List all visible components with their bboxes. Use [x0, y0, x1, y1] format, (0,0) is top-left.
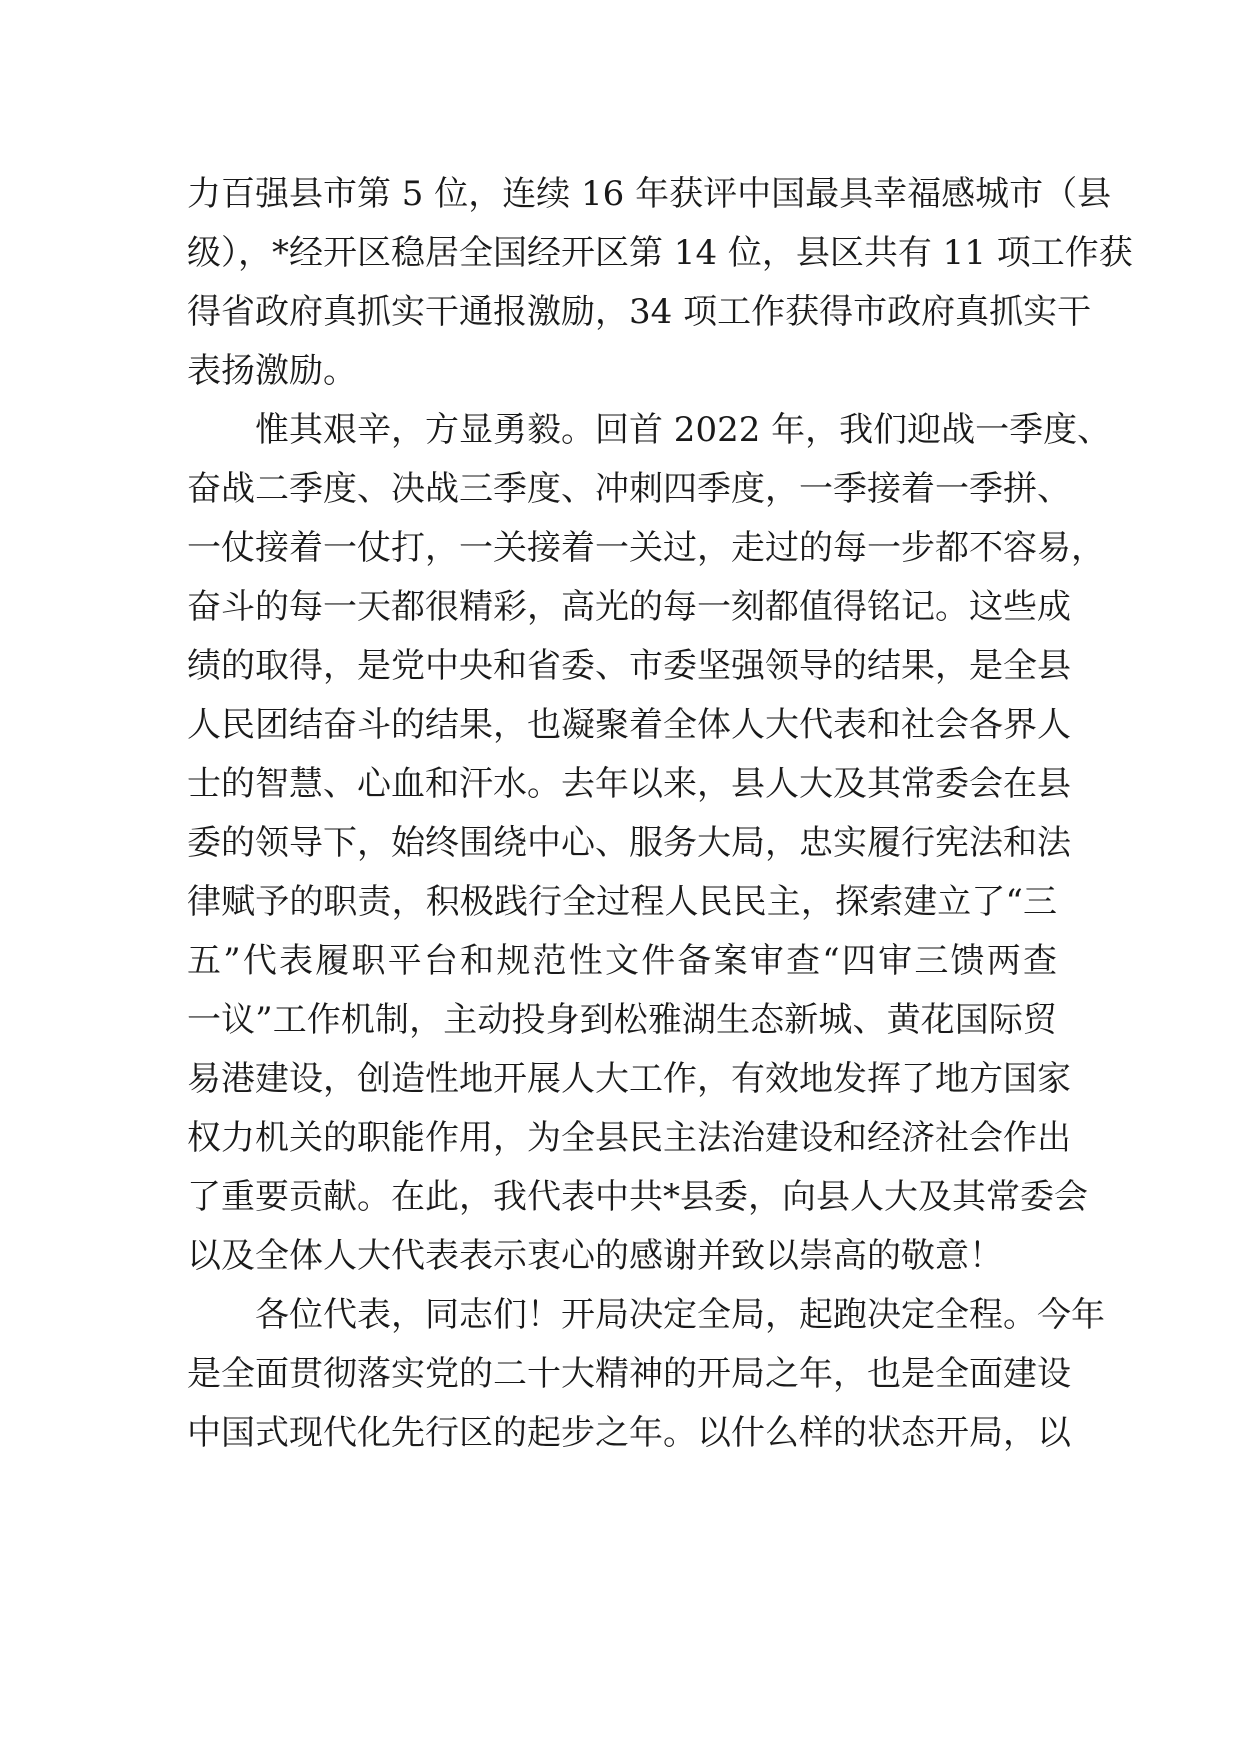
body-text [187, 165, 1133, 1463]
text-line: 一仗接着一仗打，一关接着一关过，走过的每一步都不容易， [187, 528, 1105, 568]
paragraph-1 [187, 165, 1133, 401]
paragraph-2 [187, 401, 1112, 1286]
text-line: 力百强县市第 5 位，连续 16 年获评中国最具幸福感城市（县 [187, 174, 1112, 214]
text-line: 五”代表履职平台和规范性文件备案审查“四审三馈两查 [187, 941, 1057, 981]
paragraph-3 [187, 1286, 1105, 1463]
text-line: 奋斗的每一天都很精彩，高光的每一刻都值得铭记。这些成 [187, 587, 1071, 627]
text-line: 律赋予的职责，积极践行全过程人民民主，探索建立了“三 [187, 882, 1057, 922]
text-line: 惟其艰辛，方显勇毅。回首 2022 年，我们迎战一季度、 [187, 410, 1112, 450]
text-line: 得省政府真抓实干通报激励，34 项工作获得市政府真抓实干 [187, 292, 1092, 332]
text-line: 表扬激励。 [187, 351, 357, 391]
text-line: 士的智慧、心血和汗水。去年以来，县人大及其常委会在县 [187, 764, 1071, 804]
text-line: 权力机关的职能作用，为全县民主法治建设和经济社会作出 [187, 1118, 1071, 1158]
text-line: 人民团结奋斗的结果，也凝聚着全体人大代表和社会各界人 [187, 705, 1071, 745]
text-line: 一议”工作机制，主动投身到松雅湖生态新城、黄花国际贸 [187, 1000, 1057, 1040]
text-line: 奋战二季度、决战三季度、冲刺四季度，一季接着一季拼、 [187, 469, 1071, 509]
text-line: 易港建设，创造性地开展人大工作，有效地发挥了地方国家 [187, 1059, 1071, 1099]
text-line: 是全面贯彻落实党的二十大精神的开局之年，也是全面建设 [187, 1354, 1071, 1394]
text-line: 中国式现代化先行区的起步之年。以什么样的状态开局，以 [187, 1413, 1071, 1453]
text-line: 委的领导下，始终围绕中心、服务大局，忠实履行宪法和法 [187, 823, 1071, 863]
text-line: 级），*经开区稳居全国经开区第 14 位，县区共有 11 项工作获 [187, 233, 1133, 273]
text-line: 以及全体人大代表表示衷心的感谢并致以崇高的敬意！ [187, 1236, 1003, 1276]
text-line: 了重要贡献。在此，我代表中共*县委，向县人大及其常委会 [187, 1177, 1088, 1217]
text-line: 各位代表，同志们！开局决定全局，起跑决定全程。今年 [187, 1295, 1105, 1335]
text-line: 绩的取得，是党中央和省委、市委坚强领导的结果，是全县 [187, 646, 1071, 686]
